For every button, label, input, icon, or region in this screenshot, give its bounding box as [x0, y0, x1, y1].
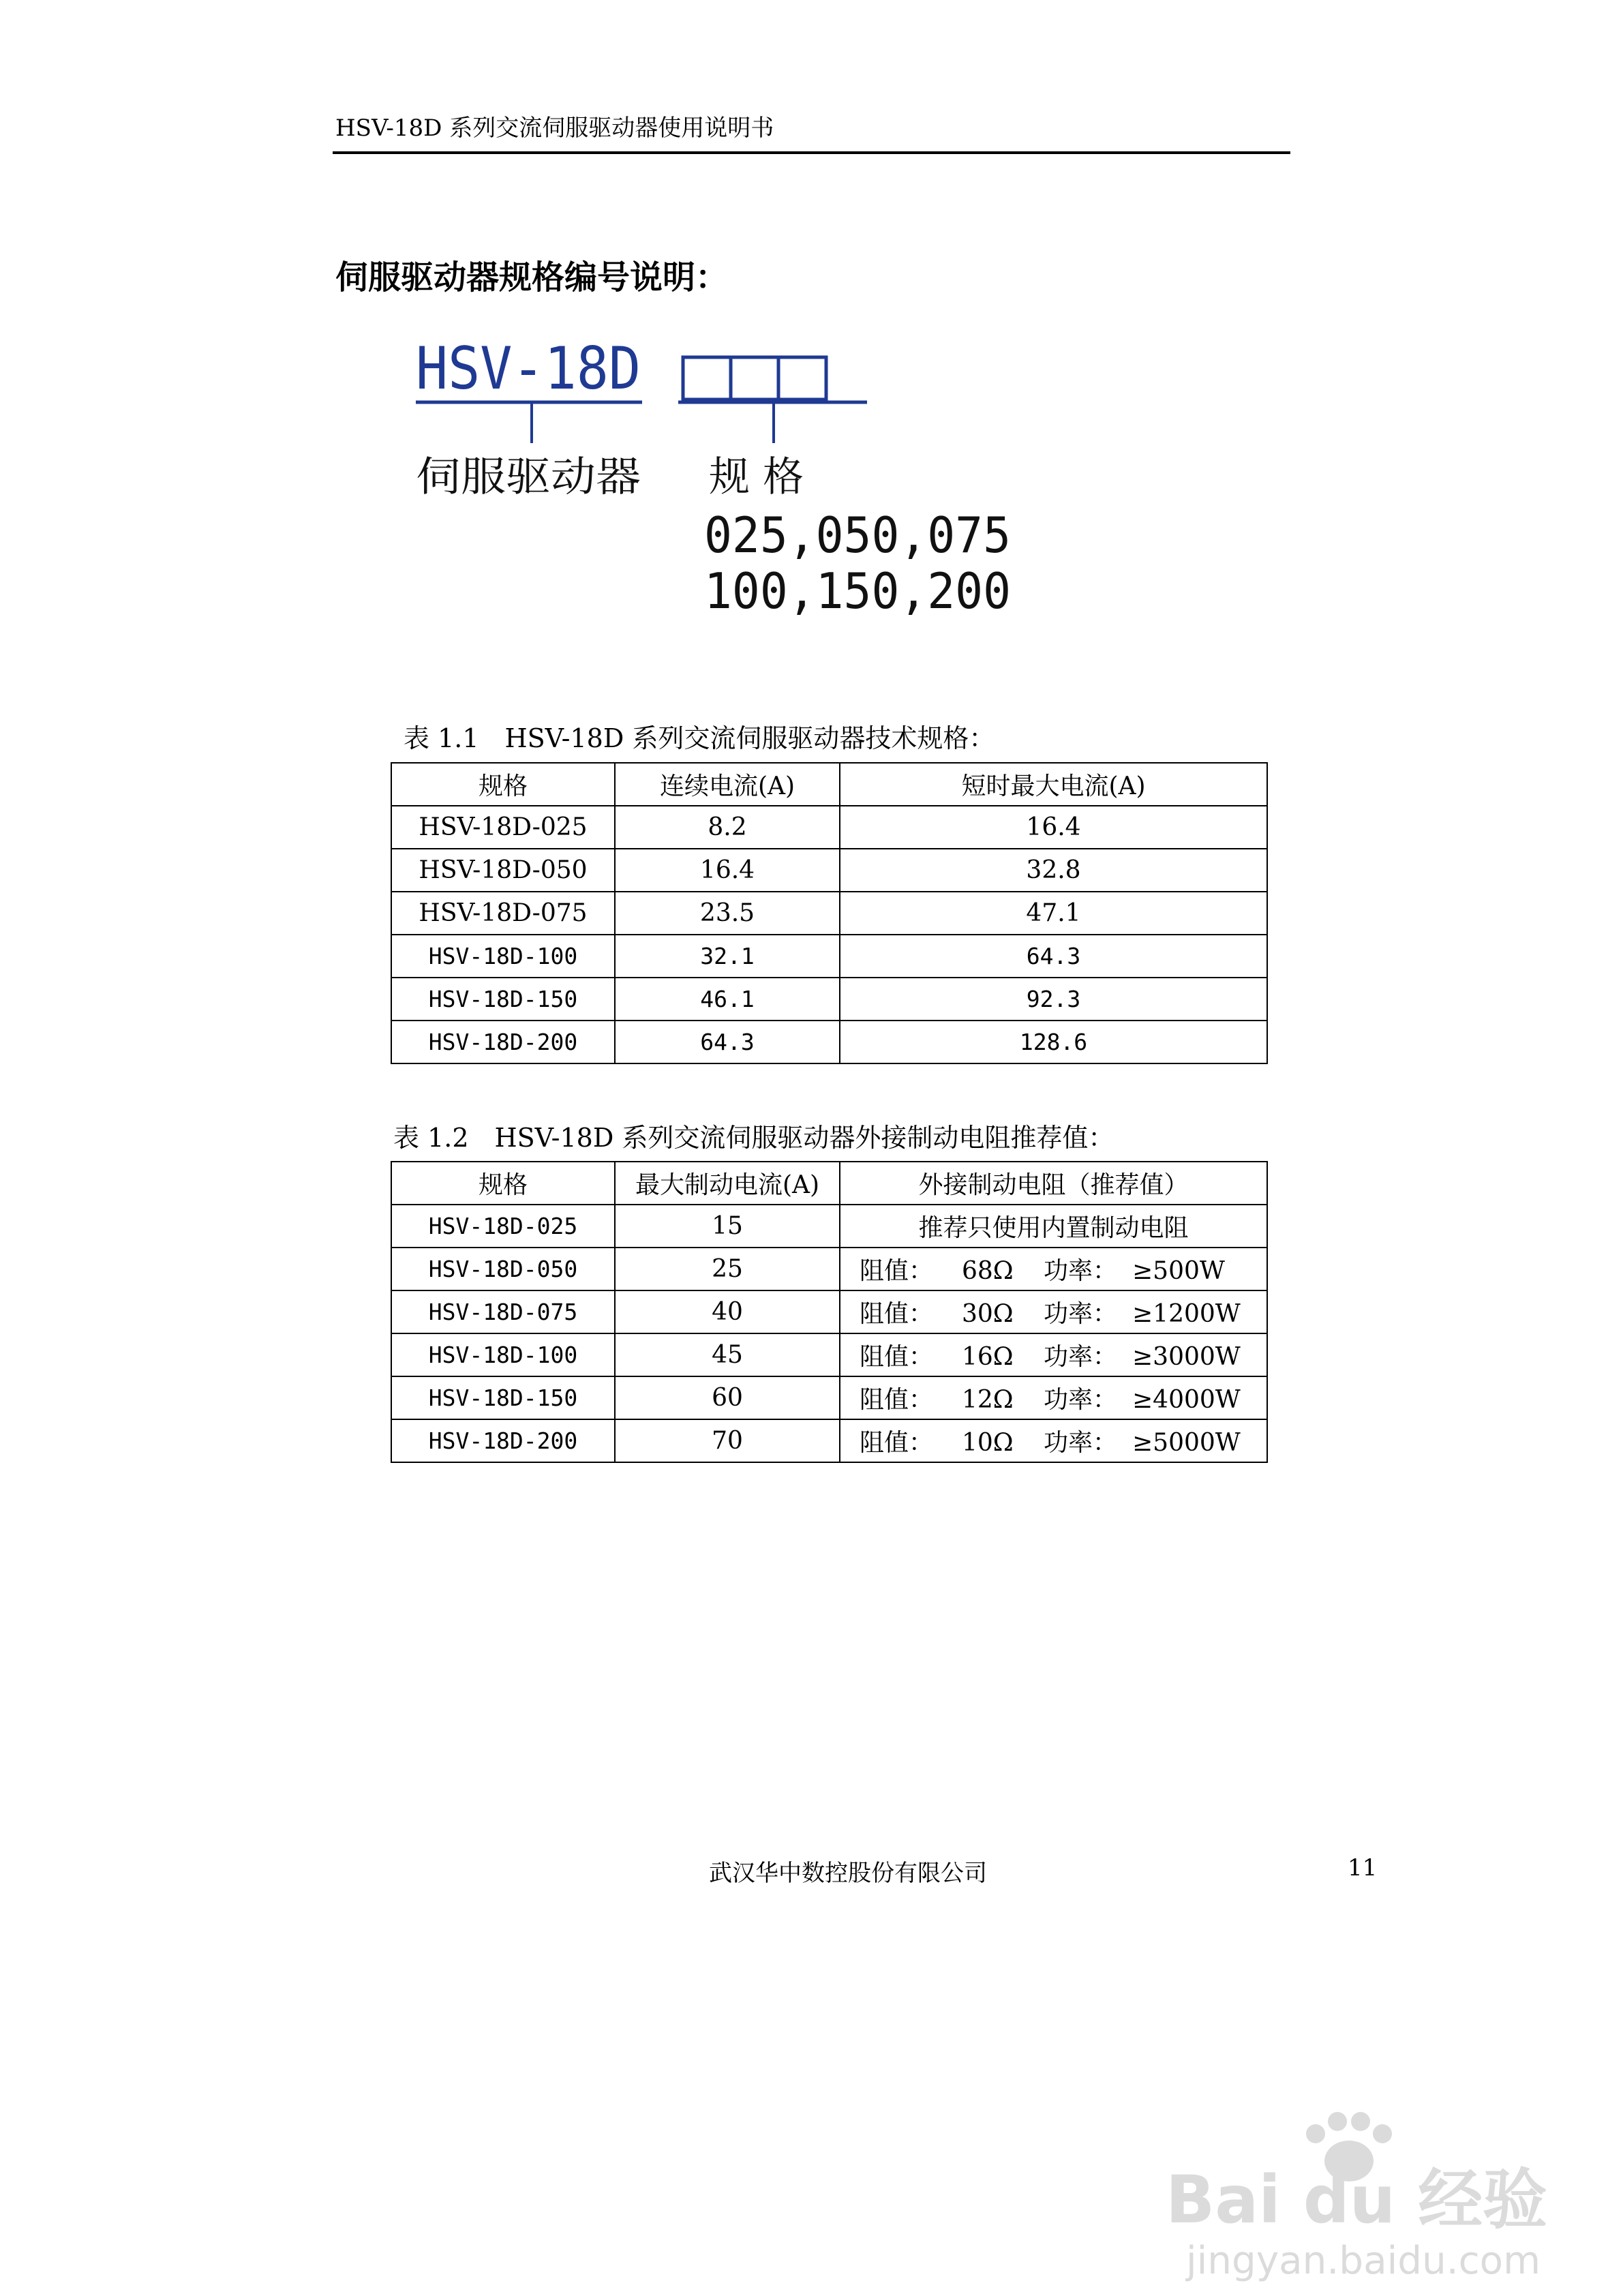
- resistor-spec-cell: [840, 1290, 1267, 1333]
- resistance-value: 12Ω: [962, 1386, 1014, 1414]
- spec-table-1: [391, 762, 1268, 1064]
- spec-box-3: [778, 357, 826, 399]
- table-cell: 32.1: [615, 935, 840, 978]
- table-cell: HSV-18D-075: [391, 1290, 615, 1333]
- braking-resistor-table: [391, 1161, 1268, 1463]
- table-cell: 16.4: [840, 806, 1267, 849]
- resistance-label: 阻值：: [860, 1300, 934, 1328]
- table-cell: 92.3: [840, 978, 1267, 1021]
- table-row: [391, 892, 1267, 935]
- power-value: ≥1200W: [1132, 1300, 1241, 1328]
- diagram-spec-codes-line1: 025,050,075: [704, 507, 1011, 564]
- header-rule: [333, 151, 1290, 154]
- watermark-brand: Bai du 经验: [1166, 2162, 1547, 2238]
- table-cell: 25: [615, 1248, 840, 1290]
- power-label: 功率：: [1044, 1300, 1118, 1328]
- table-cell: HSV-18D-050: [391, 1248, 615, 1290]
- resistor-spec-cell: [840, 1248, 1267, 1290]
- table-cell: HSV-18D-025: [391, 1205, 615, 1248]
- diagram-model-label: 伺服驱动器: [416, 453, 641, 501]
- diagram-spec-label: 规 格: [709, 453, 804, 501]
- table-cell: HSV-18D-075: [391, 892, 615, 935]
- paw-pad-icon: [1306, 2124, 1325, 2143]
- diagram-spec-codes-line2: 100,150,200: [704, 562, 1011, 620]
- table2-caption: 表 1.2 HSV-18D 系列交流伺服驱动器外接制动电阻推荐值：: [393, 1123, 1114, 1153]
- table-row: [391, 1419, 1267, 1462]
- table-cell: 32.8: [840, 849, 1267, 892]
- table-row: [391, 806, 1267, 849]
- spec-box-1: [683, 357, 731, 399]
- resistance-label: 阻值：: [860, 1257, 934, 1285]
- column-header: 最大制动电流(A): [615, 1162, 840, 1205]
- table-row: [391, 1021, 1267, 1063]
- table-cell: HSV-18D-100: [391, 935, 615, 978]
- table-cell: 46.1: [615, 978, 840, 1021]
- resistance-label: 阻值：: [860, 1343, 934, 1371]
- resistance-value: 16Ω: [962, 1343, 1014, 1371]
- table-cell: HSV-18D-150: [391, 978, 615, 1021]
- diagram-model: HSV-18D: [416, 335, 641, 403]
- power-label: 功率：: [1044, 1343, 1118, 1371]
- table-header-row: [391, 1162, 1267, 1205]
- resistance-label: 阻值：: [860, 1386, 934, 1414]
- table-row: [391, 1248, 1267, 1290]
- table-row: [391, 1290, 1267, 1333]
- resistance-value: 68Ω: [962, 1257, 1014, 1285]
- table-cell: HSV-18D-100: [391, 1333, 615, 1376]
- baidu-jingyan-watermark: [1159, 2086, 1568, 2291]
- page-number: 11: [1348, 1854, 1378, 1882]
- table-cell: 15: [615, 1205, 840, 1248]
- table-header-row: [391, 763, 1267, 806]
- resistor-spec-cell: [840, 1376, 1267, 1419]
- table-row: [391, 849, 1267, 892]
- table-cell: 128.6: [840, 1021, 1267, 1063]
- table-cell: 47.1: [840, 892, 1267, 935]
- power-value: ≥500W: [1132, 1257, 1225, 1285]
- power-label: 功率：: [1044, 1429, 1118, 1457]
- table-cell: HSV-18D-050: [391, 849, 615, 892]
- table-row: [391, 1333, 1267, 1376]
- running-header: HSV-18D 系列交流伺服驱动器使用说明书: [335, 115, 774, 142]
- power-label: 功率：: [1044, 1386, 1118, 1414]
- power-value: ≥5000W: [1132, 1429, 1241, 1457]
- resistance-value: 30Ω: [962, 1300, 1014, 1328]
- table-cell: 64.3: [615, 1021, 840, 1063]
- table-row: [391, 978, 1267, 1021]
- power-value: ≥3000W: [1132, 1343, 1241, 1371]
- table-cell: 推荐只使用内置制动电阻: [840, 1205, 1267, 1248]
- resistor-spec-cell: [840, 1333, 1267, 1376]
- table-cell: HSV-18D-150: [391, 1376, 615, 1419]
- table-cell: 60: [615, 1376, 840, 1419]
- resistor-spec-cell: [840, 1419, 1267, 1462]
- table-row: [391, 935, 1267, 978]
- table-cell: HSV-18D-200: [391, 1419, 615, 1462]
- column-header: 连续电流(A): [615, 763, 840, 806]
- resistance-value: 10Ω: [962, 1429, 1014, 1457]
- power-label: 功率：: [1044, 1257, 1118, 1285]
- table-cell: 8.2: [615, 806, 840, 849]
- watermark-url: jingyan.baidu.com: [1184, 2239, 1541, 2283]
- spec-box-2: [731, 357, 778, 399]
- table-cell: 16.4: [615, 849, 840, 892]
- model-code-diagram: [409, 334, 1063, 634]
- table-cell: 23.5: [615, 892, 840, 935]
- resistance-label: 阻值：: [860, 1429, 934, 1457]
- table-cell: 40: [615, 1290, 840, 1333]
- column-header: 规格: [391, 763, 615, 806]
- power-value: ≥4000W: [1132, 1386, 1241, 1414]
- column-header: 外接制动电阻（推荐值）: [840, 1162, 1267, 1205]
- table-cell: 64.3: [840, 935, 1267, 978]
- table-row: [391, 1376, 1267, 1419]
- column-header: 短时最大电流(A): [840, 763, 1267, 806]
- table-row: [391, 1205, 1267, 1248]
- table1-caption: 表 1.1 HSV-18D 系列交流伺服驱动器技术规格：: [404, 723, 995, 753]
- section-title: 伺服驱动器规格编号说明：: [335, 258, 729, 297]
- table-cell: HSV-18D-200: [391, 1021, 615, 1063]
- column-header: 规格: [391, 1162, 615, 1205]
- table-cell: HSV-18D-025: [391, 806, 615, 849]
- table-cell: 45: [615, 1333, 840, 1376]
- table-cell: 70: [615, 1419, 840, 1462]
- footer-company: 武汉华中数控股份有限公司: [709, 1860, 987, 1887]
